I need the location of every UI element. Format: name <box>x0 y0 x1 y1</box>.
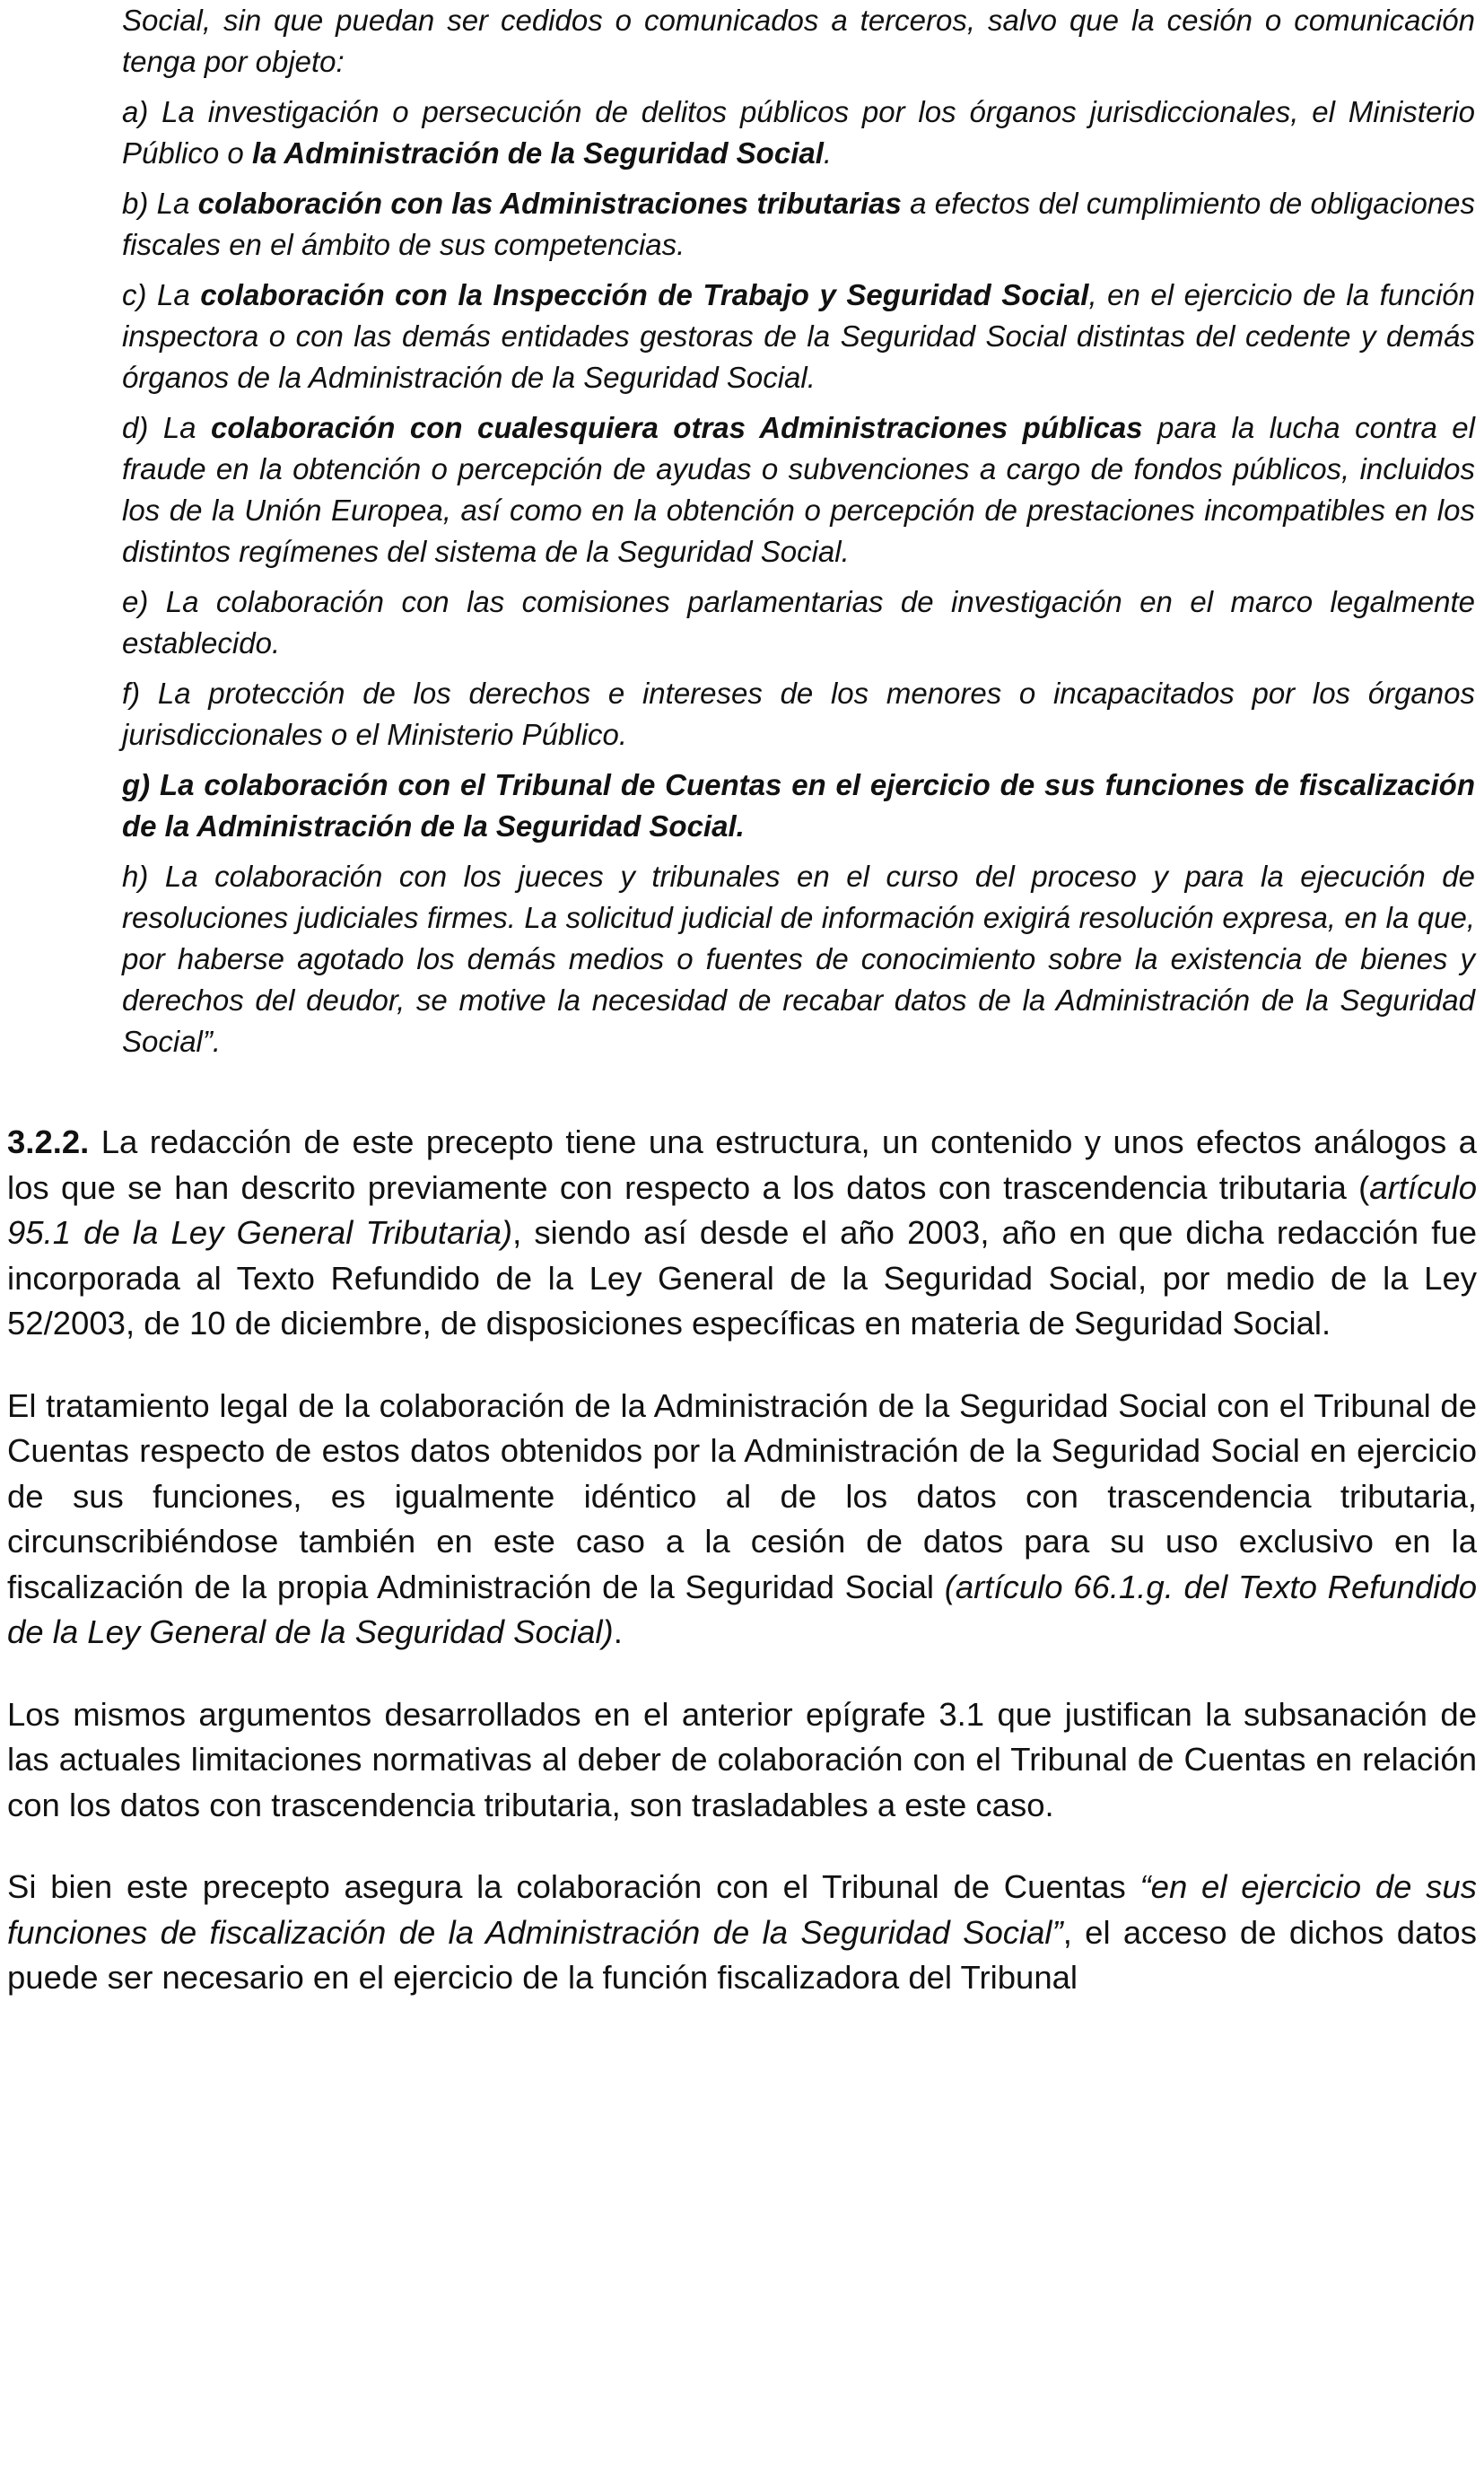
quoted-phrase: “en el ejercicio de sus funciones de fiscalización de la Administración de la Seguridad Social” <box>7 1868 1477 1951</box>
quote-item-b-bold: colaboración con las Administraciones tributarias <box>197 187 902 220</box>
section-number: 3.2.2. <box>7 1123 90 1160</box>
quote-item-e: e) La colaboración con las comisiones parlamentarias de investigación en el marco legalmente establecido. <box>122 585 1475 660</box>
paragraph-tratamiento-legal: El tratamiento legal de la colaboración de la Administración de la Seguridad Social con el Tribunal de Cuentas respecto de estos datos obtenidos por la Administración de la Seguridad Social en ejercicio de sus funciones, es igualmente idéntico al de los datos con trascendencia tributaria, circunscribiéndose también en este caso a la cesión de datos para su uso exclusivo en la fiscalización de la propia Administración de la Seguridad Social (artículo 66.1.g. del Texto Refundido de la Ley General de la Seguridad Social). <box>7 1386 1477 1650</box>
quote-item-h: h) La colaboración con los jueces y tribunales en el curso del proceso y para la ejecución de resoluciones judiciales firmes. La solicitud judicial de información exigirá resolución expresa, en la que, por haberse agotado los demás medios o fuentes de conocimiento sobre la existencia de bienes y derechos del deudor, se motive la necesidad de recabar datos de la Administración de la Seguridad Social”. <box>122 860 1475 1058</box>
paragraph-3-2-2: 3.2.2. La redacción de este precepto tiene una estructura, un contenido y unos efectos análogos a los que se han descrito previamente con respecto a los datos con trascendencia tributaria (artículo 95.1 de la Ley General Tributaria), siendo así desde el año 2003, año en que dicha redacción fue incorporada al Texto Refundido de la Ley General de la Seguridad Social, por medio de la Ley 52/2003, de 10 de diciembre, de disposiciones específicas en materia de Seguridad Social. <box>7 1123 1477 1342</box>
quote-item-g <box>122 765 1475 847</box>
quote-item-b: b) La colaboración con las Administraciones tributarias a efectos del cumplimiento de obligaciones fiscales en el ámbito de sus competencias. <box>122 187 1476 261</box>
quote-item-d-bold: colaboración con cualesquiera otras Administraciones públicas <box>211 411 1143 444</box>
paragraph-si-bien: Si bien este precepto asegura la colaboración con el Tribunal de Cuentas “en el ejercicio de sus funciones de fiscalización de la Administración de la Seguridad Social”, el acceso de dichos datos puede ser necesario en el ejercicio de la función fiscalizadora del Tribunal <box>7 1868 1477 1996</box>
quote-item-d: d) La colaboración con cualesquiera otras Administraciones públicas para la lucha contra el fraude en la obtención o percepción de ayudas o subvenciones a cargo de fondos públicos, incluidos los de la Unión Europea, así como en la obtención o percepción de prestaciones incompatibles en los distintos regímenes del sistema de la Seguridad Social. <box>122 411 1475 568</box>
body-text <box>7 1120 1477 2038</box>
legal-quote <box>122 0 1475 1071</box>
quote-item-g-bold: g) La colaboración con el Tribunal de Cuentas en el ejercicio de sus funciones de fiscalización de la Administración de la Seguridad Social. <box>122 768 1475 843</box>
quote-item-c: c) La colaboración con la Inspección de Trabajo y Seguridad Social, en el ejercicio de la función inspectora o con las demás entidades gestoras de la Seguridad Social distintas del cedente y demás órganos de la Administración de la Seguridad Social. <box>122 278 1475 394</box>
quote-intro: Social, sin que puedan ser cedidos o comunicados a terceros, salvo que la cesión o comunicación tenga por objeto: <box>122 4 1475 78</box>
quote-item-f: f) La protección de los derechos e intereses de los menores o incapacitados por los órganos jurisdiccionales o el Ministerio Público. <box>122 677 1475 751</box>
paragraph-mismos-argumentos: Los mismos argumentos desarrollados en el anterior epígrafe 3.1 que justifican la subsanación de las actuales limitaciones normativas al deber de colaboración con el Tribunal de Cuentas en relación con los datos con trascendencia tributaria, son trasladables a este caso. <box>7 1695 1477 1823</box>
quote-item-a-bold: la Administración de la Seguridad Social <box>251 136 824 170</box>
citation-ley-general-tributaria: artículo 95.1 de la Ley General Tributaria) <box>7 1168 1477 1251</box>
quote-item-c-bold: colaboración con la Inspección de Trabajo y Seguridad Social <box>200 278 1089 311</box>
citation-texto-refundido: (artículo 66.1.g. del Texto Refundido de la Ley General de la Seguridad Social) <box>7 1568 1477 1650</box>
quote-item-a: a) La investigación o persecución de delitos públicos por los órganos jurisdiccionales, el Ministerio Público o la Administración de la Seguridad Social. <box>122 95 1475 170</box>
